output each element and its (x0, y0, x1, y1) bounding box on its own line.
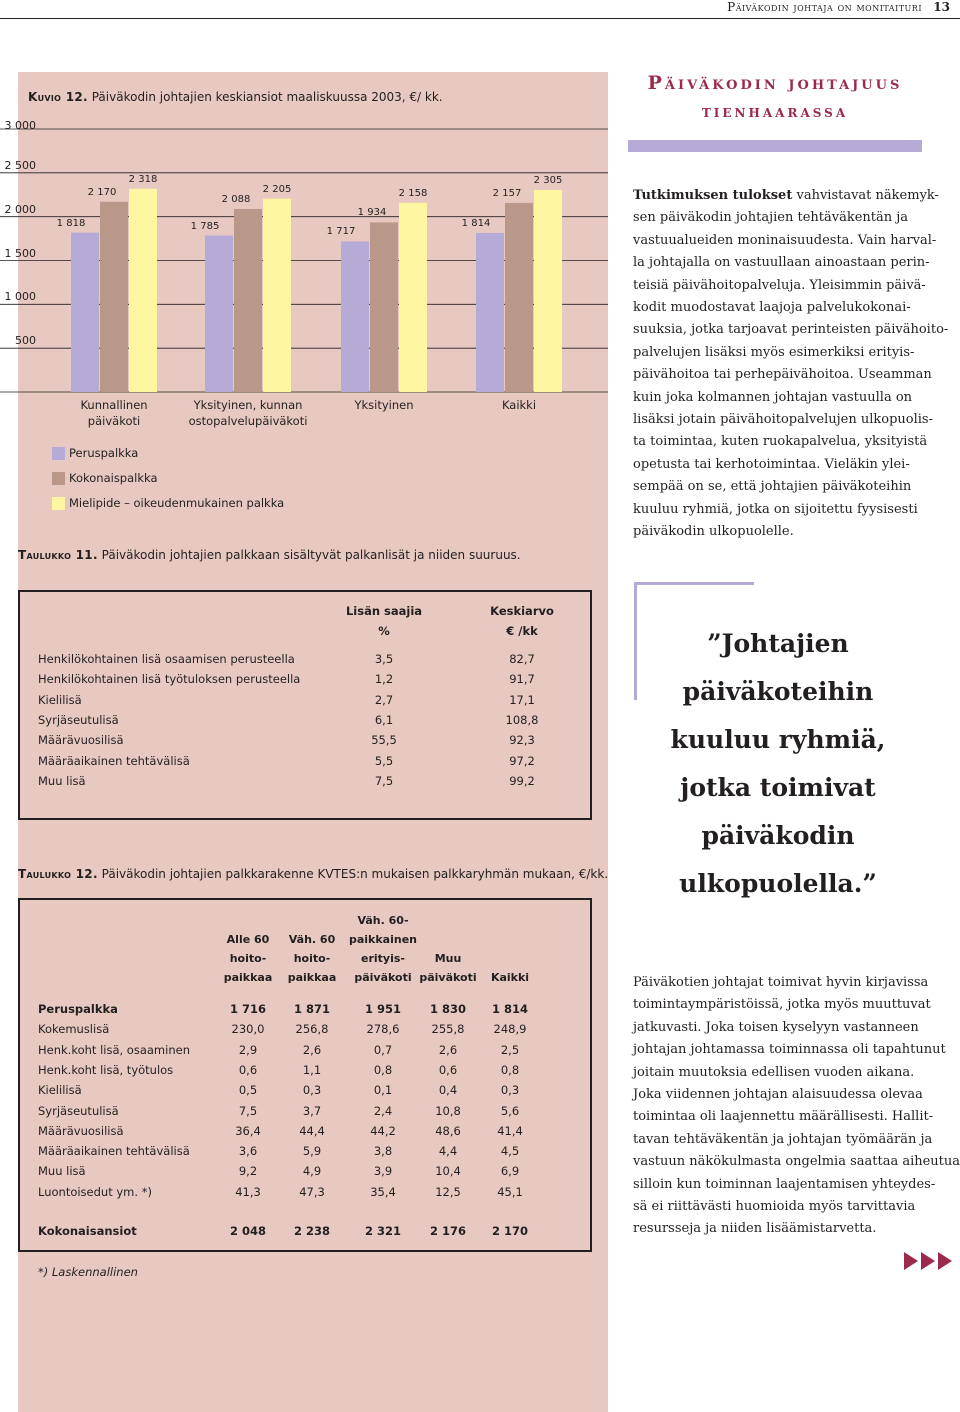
paragraph-line: opetusta tai kerhotoimintaa. Vieläkin ylei- (633, 456, 910, 472)
bar-mielipide (534, 190, 562, 392)
table11-cell: 17,1 (509, 692, 535, 707)
table12-cell: 248,9 (493, 1022, 527, 1037)
table12-header: hoito- (293, 952, 331, 965)
bar-value-label: 2 170 (87, 186, 117, 198)
bar-value-label: 1 818 (56, 217, 86, 229)
bar-kokonaispalkka (505, 203, 533, 392)
running-title: Päiväkodin johtaja on monitaituri (727, 0, 922, 14)
bar-value-label: 1 785 (190, 220, 220, 232)
table12-cell: 5,9 (302, 1144, 322, 1159)
table12-cell: 3,7 (302, 1103, 322, 1118)
table11-cell: 91,7 (509, 672, 535, 687)
bar-value-label: 2 318 (128, 173, 158, 185)
table12-cell: 35,4 (370, 1184, 396, 1199)
paragraph-line: la johtajalla on vastuullaan ainoastaan perin- (633, 255, 930, 271)
table11-row-label: Henkilökohtainen lisä työtuloksen perusteella (38, 672, 301, 687)
quote-line: jotka toimivat (680, 773, 876, 802)
table12-header: Väh. 60 (288, 933, 336, 946)
sidebar-rule (628, 140, 922, 152)
paragraph-line: sempää on se, että johtajien päiväkoteihin (633, 479, 912, 495)
legend-item (52, 446, 138, 460)
category-label: Yksityinen (354, 398, 414, 412)
table12-cell: 0,3 (302, 1083, 322, 1098)
paragraph-line (633, 185, 939, 207)
paragraph-line: tavan tehtäväkentän ja johtajan työmäärän ja (633, 1131, 933, 1147)
table12-label: Taulukko 12. (18, 867, 98, 881)
table12-cell: 48,6 (435, 1123, 461, 1138)
paragraph-line: vastuualueiden moninaisuudesta. Vain harval- (633, 232, 937, 248)
table11-cell: 7,5 (374, 773, 394, 788)
paragraph-line: sä ei riittävästi huomioida myös tarvittavia (633, 1199, 916, 1215)
bar-peruspalkka (71, 233, 99, 392)
table12-cell: 0,1 (373, 1083, 393, 1098)
arrow-icon (904, 1252, 918, 1270)
table12-row-label: Luontoisedut ym. *) (38, 1184, 152, 1199)
table12-cell: 0,7 (373, 1042, 393, 1057)
paragraph-line: teisiä päivähoitopalveluja. Yleisimmin päivä- (633, 277, 926, 293)
bar-peruspalkka (205, 236, 233, 392)
paragraph-line: päiväkodin ulkopuolelle. (633, 524, 794, 540)
bar-mielipide (263, 199, 291, 392)
table12-row-label: Muu lisä (38, 1164, 86, 1179)
table12-cell: 5,6 (500, 1103, 520, 1118)
bar-mielipide (129, 189, 157, 392)
quote-line: kuuluu ryhmiä, (670, 725, 886, 754)
paragraph-line: palvelujen lisäksi myös esimerkiksi erityis- (633, 344, 915, 360)
legend-label: Peruspalkka (69, 446, 139, 460)
table12-cell: 256,8 (295, 1022, 329, 1037)
table12-cell: 278,6 (366, 1022, 400, 1037)
legend-label: Mielipide – oikeudenmukainen palkka (69, 496, 285, 510)
table12-cell: 0,8 (373, 1062, 393, 1077)
paragraph-text: vahvistavat näkemyk- (792, 188, 939, 203)
figure-caption (28, 90, 443, 104)
table12-header: paikkaa (287, 971, 337, 984)
paragraph-line: päivähoitoa tai perhepäivähoitoa. Useamman (633, 367, 932, 383)
paragraph-line: silloin kun toiminnan laajentamisen yhteydes- (633, 1176, 936, 1192)
table11 (18, 590, 592, 820)
table12-cell: 45,1 (497, 1184, 523, 1199)
sidebar-title-line1: Päiväkodin johtajuus (647, 72, 903, 94)
table12-cell: 4,5 (500, 1144, 520, 1159)
table11-header-unit: % (378, 624, 390, 638)
paragraph-line: lisäksi jotain päivähoitopalvelujen ulkopuolis- (633, 412, 933, 428)
table12 (18, 898, 592, 1252)
paragraph-line: suuksia, jotka tarjoavat perinteisten päivähoito- (633, 322, 949, 338)
paragraph-line: vastuun näkökulmasta ongelmia saattaa aiheutua (633, 1154, 960, 1170)
table12-cell: 2,5 (500, 1042, 520, 1057)
quote-line: ”Johtajien (707, 629, 849, 658)
table12-cell: 47,3 (299, 1184, 325, 1199)
y-tick-label: 3 000 (4, 119, 36, 132)
bar-value-label: 2 205 (262, 183, 292, 195)
table12-cell: 44,2 (370, 1123, 396, 1138)
table12-header: hoito- (229, 952, 267, 965)
table12-cell: 41,3 (235, 1184, 261, 1199)
category-label: Yksityinen, kunnan (193, 398, 303, 412)
table12-total-label: Kokonaisansiot (38, 1224, 137, 1238)
paragraph-line: Päiväkotien johtajat toimivat hyvin kirjavissa (633, 975, 929, 990)
legend-swatch (52, 472, 65, 485)
bar-value-label: 1 934 (357, 207, 387, 219)
table11-row-label: Määrävuosilisä (38, 733, 124, 748)
table12-cell: 4,9 (302, 1164, 322, 1179)
table12-caption (18, 867, 608, 881)
pull-quote (640, 620, 916, 908)
table12-header: päiväkoti (419, 971, 477, 984)
table12-cell: 10,4 (435, 1164, 461, 1179)
quote-line: päiväkoteihin (682, 677, 874, 706)
table11-row-label: Muu lisä (38, 773, 86, 788)
table11-caption-text: Päiväkodin johtajien palkkaan sisältyvät palkanlisät ja niiden suuruus. (101, 548, 521, 562)
paragraph-line: toimintaympäristöissä, jotka myös muuttuvat (633, 997, 931, 1013)
table12-row-label: Peruspalkka (38, 1002, 118, 1016)
arrow-icon (938, 1252, 952, 1270)
paragraph-line: resursseja ja niiden lisäämistarvetta. (633, 1221, 877, 1237)
legend-item (52, 471, 158, 485)
table12-footnote: *) Laskennallinen (38, 1265, 138, 1279)
table11-caption (18, 548, 521, 562)
category-label-line2: ostopalvelupäiväkoti (188, 414, 308, 428)
paragraph-line: kuin joka kolmannen johtajan vastuulla on (633, 389, 913, 405)
paragraph-line: jatkuvasti. Joka toisen kyselyyn vastanneen (633, 1019, 919, 1035)
table12-header: erityis- (361, 952, 405, 965)
table12-cell: 1,1 (302, 1062, 322, 1077)
bar-kokonaispalkka (370, 222, 398, 392)
bar-mielipide (399, 203, 427, 392)
table11-cell: 82,7 (509, 652, 535, 666)
paragraph-line: joitain muutoksia edellisen vuoden aikana. (633, 1064, 915, 1080)
table12-header: paikkainen (348, 933, 417, 946)
table12-header: Muu (434, 952, 462, 965)
paragraph-line: kuuluu ryhmiä, jotka on sijoitettu fyysisesti (633, 501, 918, 517)
y-tick-label: 2 000 (4, 202, 36, 216)
table12-cell: 1 830 (429, 1002, 466, 1016)
table12-header: paikkaa (223, 971, 273, 984)
table12-cell: 1 814 (491, 1002, 528, 1016)
table12-cell: 0,6 (238, 1062, 258, 1077)
table11-row-label: Syrjäseutulisä (38, 712, 119, 727)
quote-frame-top (634, 582, 754, 585)
table12-row-label: Määräaikainen tehtävälisä (38, 1144, 190, 1159)
bar-peruspalkka (341, 241, 369, 392)
table12-cell: 2,6 (438, 1042, 458, 1057)
figure-caption-text: Päiväkodin johtajien keskiansiot maaliskuussa 2003, €/ kk. (91, 90, 443, 104)
bar-value-label: 2 157 (492, 187, 522, 199)
quote-line: ulkopuolella.” (679, 869, 877, 898)
table12-total-cell: 2 321 (364, 1224, 401, 1238)
category-label: Kaikki (501, 398, 537, 412)
table12-header: Alle 60 (226, 933, 270, 946)
table12-total-cell: 2 176 (429, 1224, 466, 1238)
table12-total-cell: 2 238 (293, 1224, 330, 1238)
sidebar-paragraph-1 (633, 185, 949, 544)
table12-header: Kaikki (490, 971, 530, 984)
table11-cell: 2,7 (374, 692, 394, 707)
paragraph-line: ta toimintaa, kuten ruokapalvelua, yksityistä (633, 434, 928, 450)
table12-row-label: Kielilisä (38, 1083, 82, 1098)
table12-cell: 41,4 (497, 1123, 523, 1138)
table12-cell: 0,4 (438, 1083, 458, 1098)
figure-label: Kuvio 12. (28, 90, 88, 104)
table11-cell: 55,5 (371, 733, 397, 748)
page-number: 13 (933, 0, 950, 14)
sidebar-paragraph-2 (633, 972, 960, 1241)
table12-cell: 0,5 (238, 1083, 258, 1098)
paragraph-line: toimintaa oli laajennettu määrällisesti. Hallit- (633, 1109, 934, 1125)
table12-row-label: Henk.koht lisä, osaaminen (38, 1042, 190, 1057)
legend-label: Kokonaispalkka (69, 471, 158, 485)
table11-cell: 5,5 (374, 753, 394, 768)
bar-kokonaispalkka (100, 202, 128, 392)
paragraph-line: kodit muodostavat laajoja palvelukokonai- (633, 300, 911, 316)
quote-frame-left (634, 582, 637, 700)
quote-line: päiväkodin (701, 821, 855, 850)
paragraph-line: johtajan johtamassa toiminnassa oli tapahtunut (633, 1042, 946, 1058)
table11-header-unit: € /kk (506, 624, 538, 638)
table11-cell: 3,5 (374, 652, 394, 666)
table11-header: Lisän saajia (345, 604, 423, 618)
table11-row-label: Henkilökohtainen lisä osaamisen perusteella (38, 652, 295, 666)
table12-cell: 6,9 (500, 1164, 520, 1179)
table12-cell: 9,2 (238, 1164, 258, 1179)
legend-swatch (52, 447, 65, 460)
table12-row-label: Kokemuslisä (38, 1022, 110, 1037)
continue-arrows[interactable] (904, 1252, 952, 1270)
bar-peruspalkka (476, 233, 504, 392)
table11-cell: 1,2 (374, 672, 394, 687)
bar-value-label: 1 814 (461, 217, 491, 229)
table12-cell: 10,8 (435, 1103, 461, 1118)
table12-header: päiväkoti (354, 971, 412, 984)
table12-cell: 1 716 (229, 1002, 266, 1016)
table11-cell: 6,1 (374, 712, 394, 727)
bar-value-label: 2 158 (398, 187, 428, 199)
table12-cell: 0,3 (500, 1083, 520, 1098)
bar-kokonaispalkka (234, 209, 262, 392)
table11-cell: 97,2 (509, 753, 535, 768)
category-label-line2: päiväkoti (87, 414, 141, 428)
header-rule (0, 18, 960, 19)
table11-label: Taulukko 11. (18, 548, 98, 562)
bar-value-label: 2 305 (533, 174, 563, 186)
table12-cell: 7,5 (238, 1103, 258, 1118)
table12-cell: 2,6 (302, 1042, 322, 1057)
table12-row-label: Määrävuosilisä (38, 1123, 124, 1138)
paragraph-line: Joka viidennen johtajan alaisuudessa olevaa (633, 1087, 923, 1103)
table12-caption-text: Päiväkodin johtajien palkkarakenne KVTES:n mukaisen palkkaryhmän mukaan, €/kk. (101, 867, 609, 881)
table12-cell: 3,6 (238, 1144, 258, 1159)
table12-cell: 12,5 (435, 1184, 461, 1199)
table12-cell: 2,9 (238, 1042, 258, 1057)
sidebar-title-line2: tienhaarassa (701, 102, 849, 122)
table12-header: Väh. 60- (357, 914, 409, 927)
table11-cell: 99,2 (509, 773, 535, 788)
arrow-icon (921, 1252, 935, 1270)
table11-cell: 108,8 (505, 712, 539, 727)
bar-value-label: 1 717 (326, 226, 356, 238)
paragraph-lead: Tutkimuksen tulokset (633, 188, 793, 203)
legend-item (52, 496, 284, 510)
y-tick-label: 1 500 (4, 246, 36, 260)
table12-total-cell: 2 048 (229, 1224, 266, 1238)
table12-cell: 3,8 (373, 1144, 393, 1159)
table12-cell: 1 871 (293, 1002, 330, 1016)
table12-cell: 3,9 (373, 1164, 393, 1179)
table12-cell: 1 951 (364, 1002, 401, 1016)
table12-cell: 36,4 (235, 1123, 261, 1138)
y-tick-label: 2 500 (4, 158, 36, 172)
table12-cell: 2,4 (373, 1103, 393, 1118)
bar-value-label: 2 088 (221, 193, 251, 205)
table11-row-label: Määräaikainen tehtävälisä (38, 753, 190, 768)
table11-header: Keskiarvo (490, 604, 554, 618)
paragraph-line: sen päiväkodin johtajien tehtäväkentän ja (633, 210, 909, 226)
table12-cell: 44,4 (299, 1123, 325, 1138)
table12-total-cell: 2 170 (491, 1224, 528, 1238)
legend-swatch (52, 497, 65, 510)
table12-cell: 230,0 (231, 1022, 265, 1037)
table12-cell: 4,4 (438, 1144, 458, 1159)
table11-row-label: Kielilisä (38, 692, 82, 707)
table12-row-label: Henk.koht lisä, työtulos (38, 1062, 174, 1077)
y-tick-label: 1 000 (4, 290, 36, 304)
table12-row-label: Syrjäseutulisä (38, 1103, 119, 1118)
category-label: Kunnallinen (80, 398, 148, 412)
table12-cell: 0,6 (438, 1062, 458, 1077)
salary-bar-chart (0, 110, 608, 410)
table12-cell: 0,8 (500, 1062, 520, 1077)
table11-cell: 92,3 (509, 733, 535, 748)
table12-cell: 255,8 (431, 1022, 465, 1037)
y-tick-label: 500 (15, 334, 36, 348)
